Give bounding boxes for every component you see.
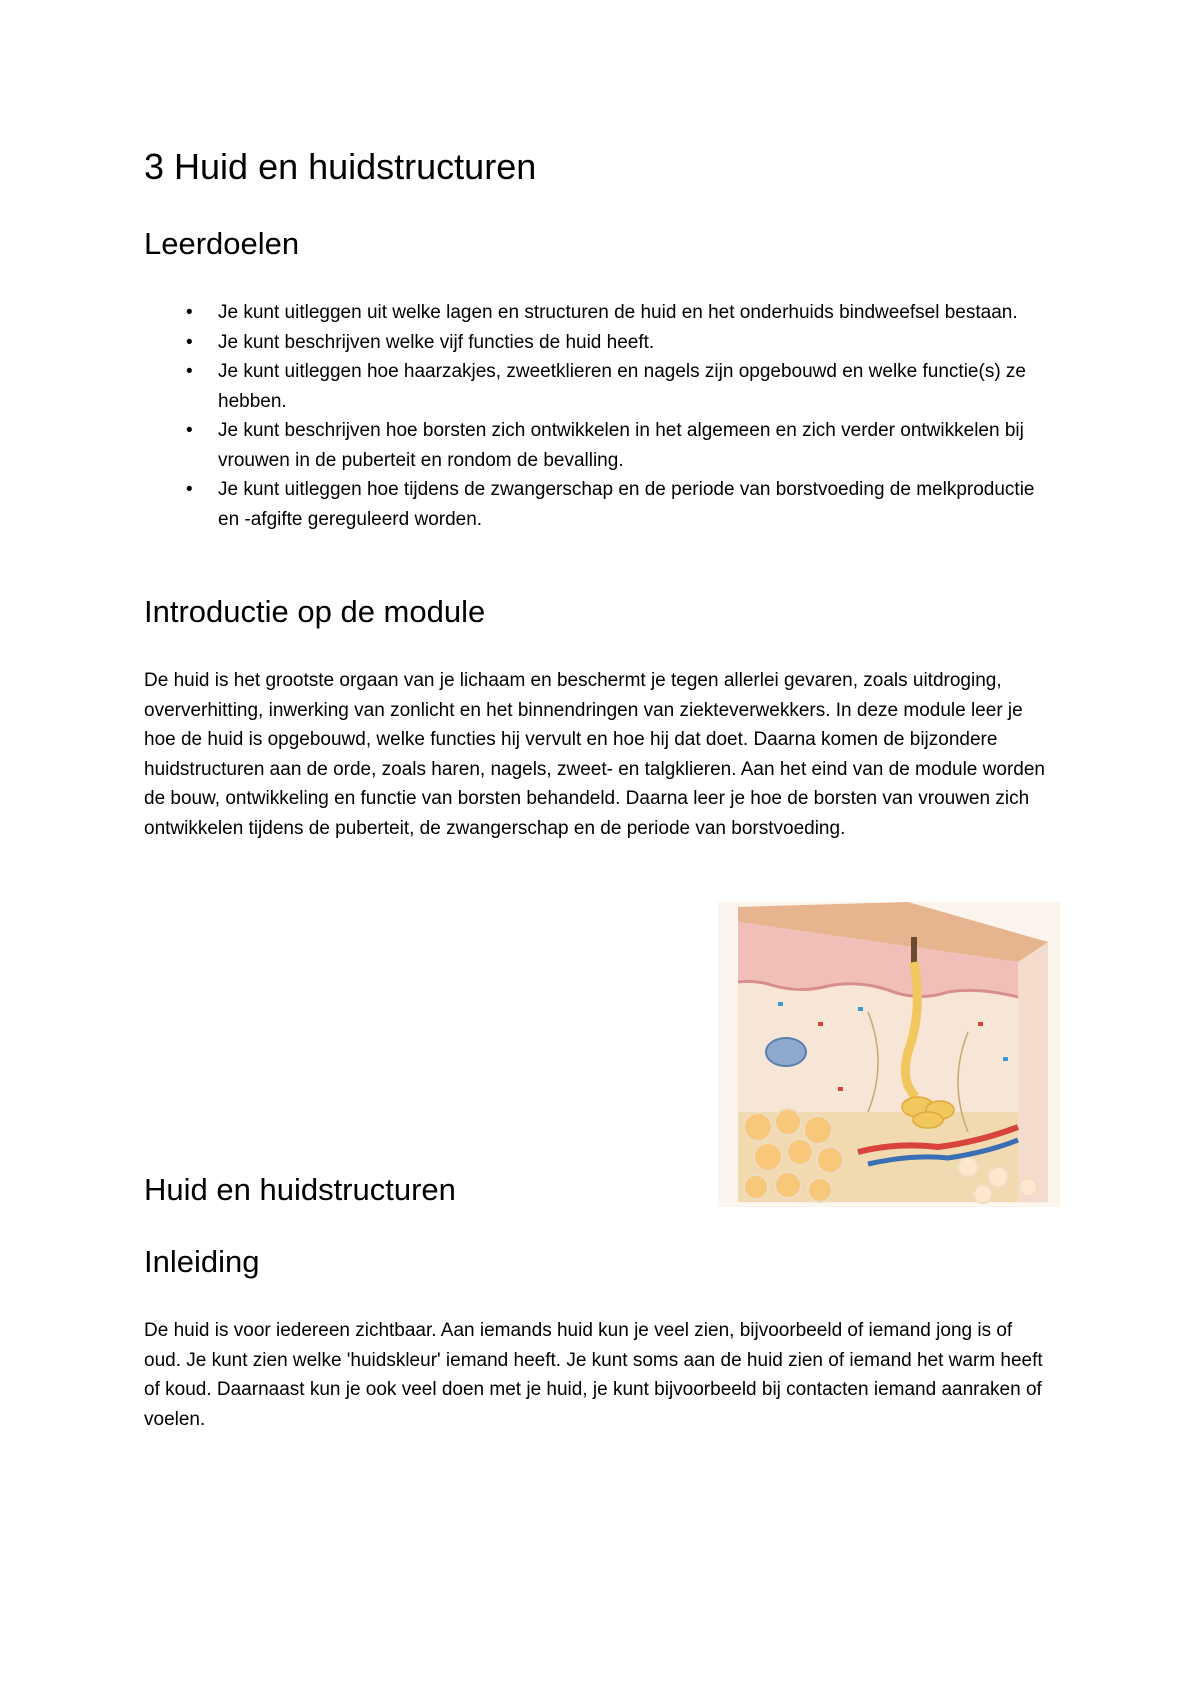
list-item: • Je kunt uitleggen uit welke lagen en structuren de huid en het onderhuids bindweefsel bestaan.	[192, 298, 1052, 328]
skin-cross-section-svg	[718, 902, 1060, 1207]
learning-goals-list	[192, 298, 1052, 534]
list-item: • Je kunt uitleggen hoe tijdens de zwangerschap en de periode van borstvoeding de melkproductie en -afgifte gereguleerd worden.	[192, 475, 1052, 534]
block-side-face	[1018, 942, 1048, 1202]
touch-receptor	[766, 1038, 806, 1066]
introduction-heading: Introductie op de module	[144, 594, 486, 629]
introduction-paragraph: De huid is het grootste orgaan van je lichaam en beschermt je tegen allerlei gevaren, zoals uitdroging, oververhitting, inwerking van zonlicht en het binnendringen van ziekteverwekkers. In deze module leer je hoe de huid is opgebouwd, welke functies hij vervult en hoe hij dat doet. Daarna komen de bijzondere huidstructuren aan de orde, zoals haren, nagels, zweet- en talgklieren. Aan het eind van de module worden de bouw, ontwikkeling en functie van borsten behandeld. Daarna leer je hoe de borsten van vrouwen zich ontwikkelen tijdens de puberteit, de zwangerschap en de periode van borstvoeding.	[144, 670, 1045, 839]
section-paragraph: De huid is voor iedereen zichtbaar. Aan iemands huid kun je veel zien, bijvoorbeeld of iemand jong is of oud. Je kunt zien welke 'huidskleur' iemand heeft. Je kunt soms aan de huid zien of iemand het warm heeft of koud. Daarnaast kun je ook veel doen met je huid, je kunt bijvoorbeeld bij contacten iemand aanraken of voelen.	[144, 1320, 1043, 1430]
list-item: • Je kunt beschrijven hoe borsten zich ontwikkelen in het algemeen en zich verder ontwikkelen bij vrouwen in de puberteit en rondom de bevalling.	[192, 416, 1052, 475]
skin-cross-section-illustration	[718, 902, 1060, 1207]
document-title: 3 Huid en huidstructuren	[144, 146, 537, 187]
list-item: • Je kunt uitleggen hoe haarzakjes, zweetklieren en nagels zijn opgebouwd en welke functie(s) ze hebben.	[192, 357, 1052, 416]
section-subheading: Inleiding	[144, 1244, 260, 1279]
list-item: • Je kunt beschrijven welke vijf functies de huid heeft.	[192, 328, 1052, 358]
learning-goals-heading: Leerdoelen	[144, 226, 300, 261]
section-heading: Huid en huidstructuren	[144, 1172, 456, 1207]
